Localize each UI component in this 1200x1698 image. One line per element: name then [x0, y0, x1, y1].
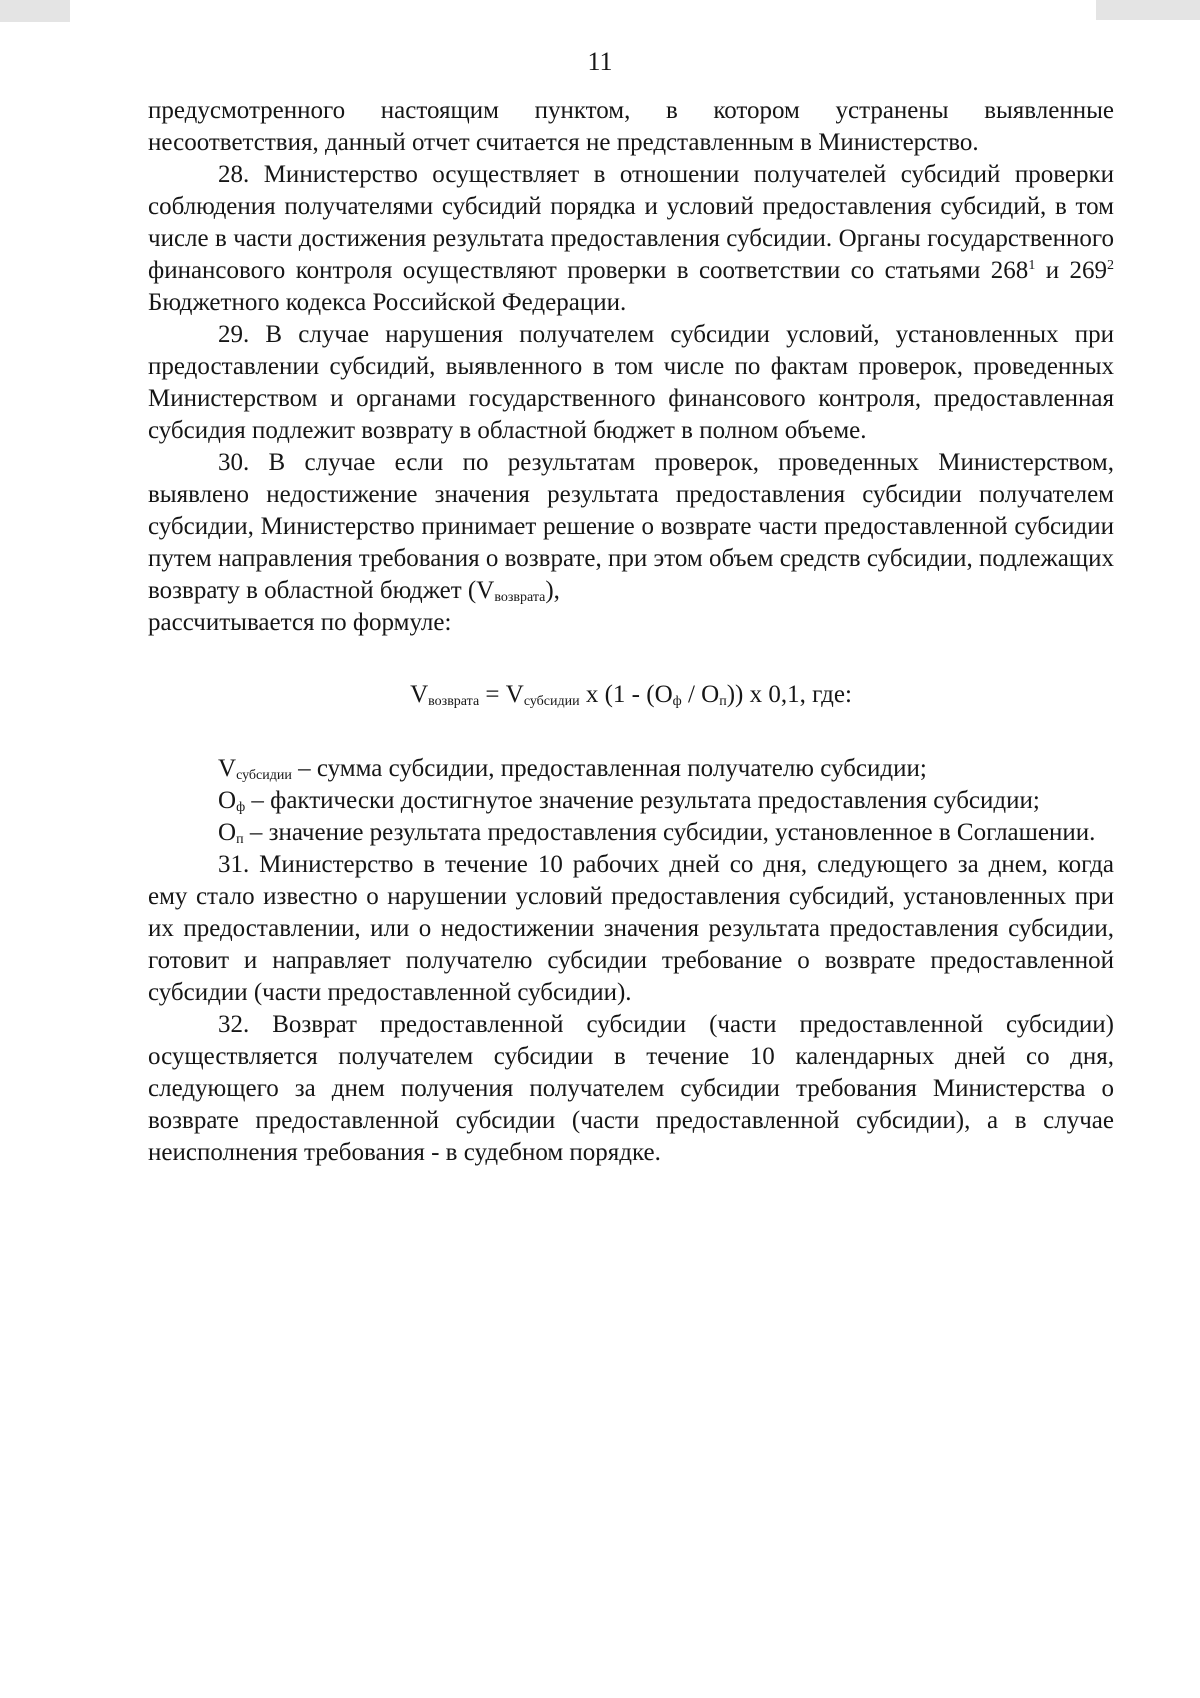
- definition-v-subsidy: [148, 753, 1114, 785]
- formula-middle: x (1 - (O: [579, 681, 673, 708]
- formula-sub-return: возврата: [428, 694, 480, 709]
- definition-1-symbol: V: [218, 755, 237, 782]
- scan-artifact-top-left: [0, 0, 70, 22]
- paragraph-29: 29. В случае нарушения получателем субсидии условий, установленных при предоставлении субсидий, выявленного в том числе по фактам проверок, проведенных Министерством и органами государственного финансового контроля, предоставленная субсидия подлежит возврату в областной бюджет в полном объеме.: [148, 321, 1114, 444]
- page-number: 11: [587, 47, 613, 76]
- paragraph-30: [148, 447, 1114, 607]
- definition-3-text: – значение результата предоставления субсидии, установленное в Соглашении.: [243, 819, 1096, 846]
- definition-2-text: – фактически достигнутое значение результата предоставления субсидии;: [245, 787, 1040, 814]
- scan-artifact-top-right: [1096, 0, 1200, 20]
- definition-2-subscript: ф: [236, 800, 246, 815]
- paragraph-30-last-line: рассчитывается по формуле:: [148, 609, 452, 636]
- definition-o-p: [148, 817, 1114, 849]
- definition-1-text: – сумма субсидии, предоставленная получателю субсидии;: [291, 755, 927, 782]
- definition-1-subscript: субсидии: [236, 768, 292, 783]
- formula-v-return: V: [410, 681, 429, 708]
- formula-divide: / O: [681, 681, 720, 708]
- paragraph-28-text-a: 28. Министерство осуществляет в отношении получателей субсидий проверки соблюдения получателями субсидий порядка и условий предоставления субсидий, в том числе в части достижения результата предоставления субсидии. Органы государственного финансового контроля осуществляют проверки в соответствии со статьями 268: [148, 161, 1114, 284]
- definition-o-f: [148, 785, 1114, 817]
- paragraph-32: 32. Возврат предоставленной субсидии (части предоставленной субсидии) осуществляется получателем субсидии в течение 10 календарных дней со дня, следующего за днем получения получателем субсидии требования Министерства о возврате предоставленной субсидии (части предоставленной субсидии), а в случае неисполнения требования - в судебном порядке.: [148, 1011, 1114, 1166]
- paragraph-30-text-end: ),: [545, 577, 560, 604]
- formula-sub-subsidy: субсидии: [523, 694, 580, 709]
- paragraph-30-subscript: возврата: [494, 590, 546, 605]
- definition-3-symbol: O: [218, 819, 237, 846]
- paragraph-continuation: предусмотренного настоящим пунктом, в котором устранены выявленные несоответствия, данный отчет считается не представленным в Министерство.: [148, 97, 1114, 156]
- paragraph-28-text-c: Бюджетного кодекса Российской Федерации.: [148, 289, 627, 316]
- document-body: [148, 95, 1114, 1169]
- definition-3-subscript: п: [236, 832, 244, 847]
- formula-equals-v: = V: [479, 681, 524, 708]
- paragraph-28: [148, 159, 1114, 319]
- article-superscript-1: 1: [1028, 258, 1036, 273]
- paragraph-30-text: 30. В случае если по результатам проверок, проведенных Министерством, выявлено недостижение значения результата предоставления субсидии получателем субсидии, Министерство принимает решение о возврате части предоставленной субсидии путем направления требования о возврате, при этом объем средств субсидии, подлежащих возврату в областной бюджет (V: [148, 449, 1114, 604]
- definition-2-symbol: O: [218, 787, 237, 814]
- formula-sub-p: п: [719, 694, 727, 709]
- formula-end: )) x 0,1, где:: [726, 681, 852, 708]
- formula-sub-f: ф: [672, 694, 682, 709]
- article-superscript-2: 2: [1106, 258, 1114, 273]
- paragraph-28-text-b: и 269: [1035, 257, 1107, 284]
- paragraph-31: 31. Министерство в течение 10 рабочих дней со дня, следующего за днем, когда ему стало известно о нарушении условий предоставления субсидий, установленных при их предоставлении, или о недостижении значения результата предоставления субсидии, готовит и направляет получателю субсидии требование о возврате предоставленной субсидии (части предоставленной субсидии).: [148, 851, 1114, 1006]
- formula: [148, 679, 1114, 711]
